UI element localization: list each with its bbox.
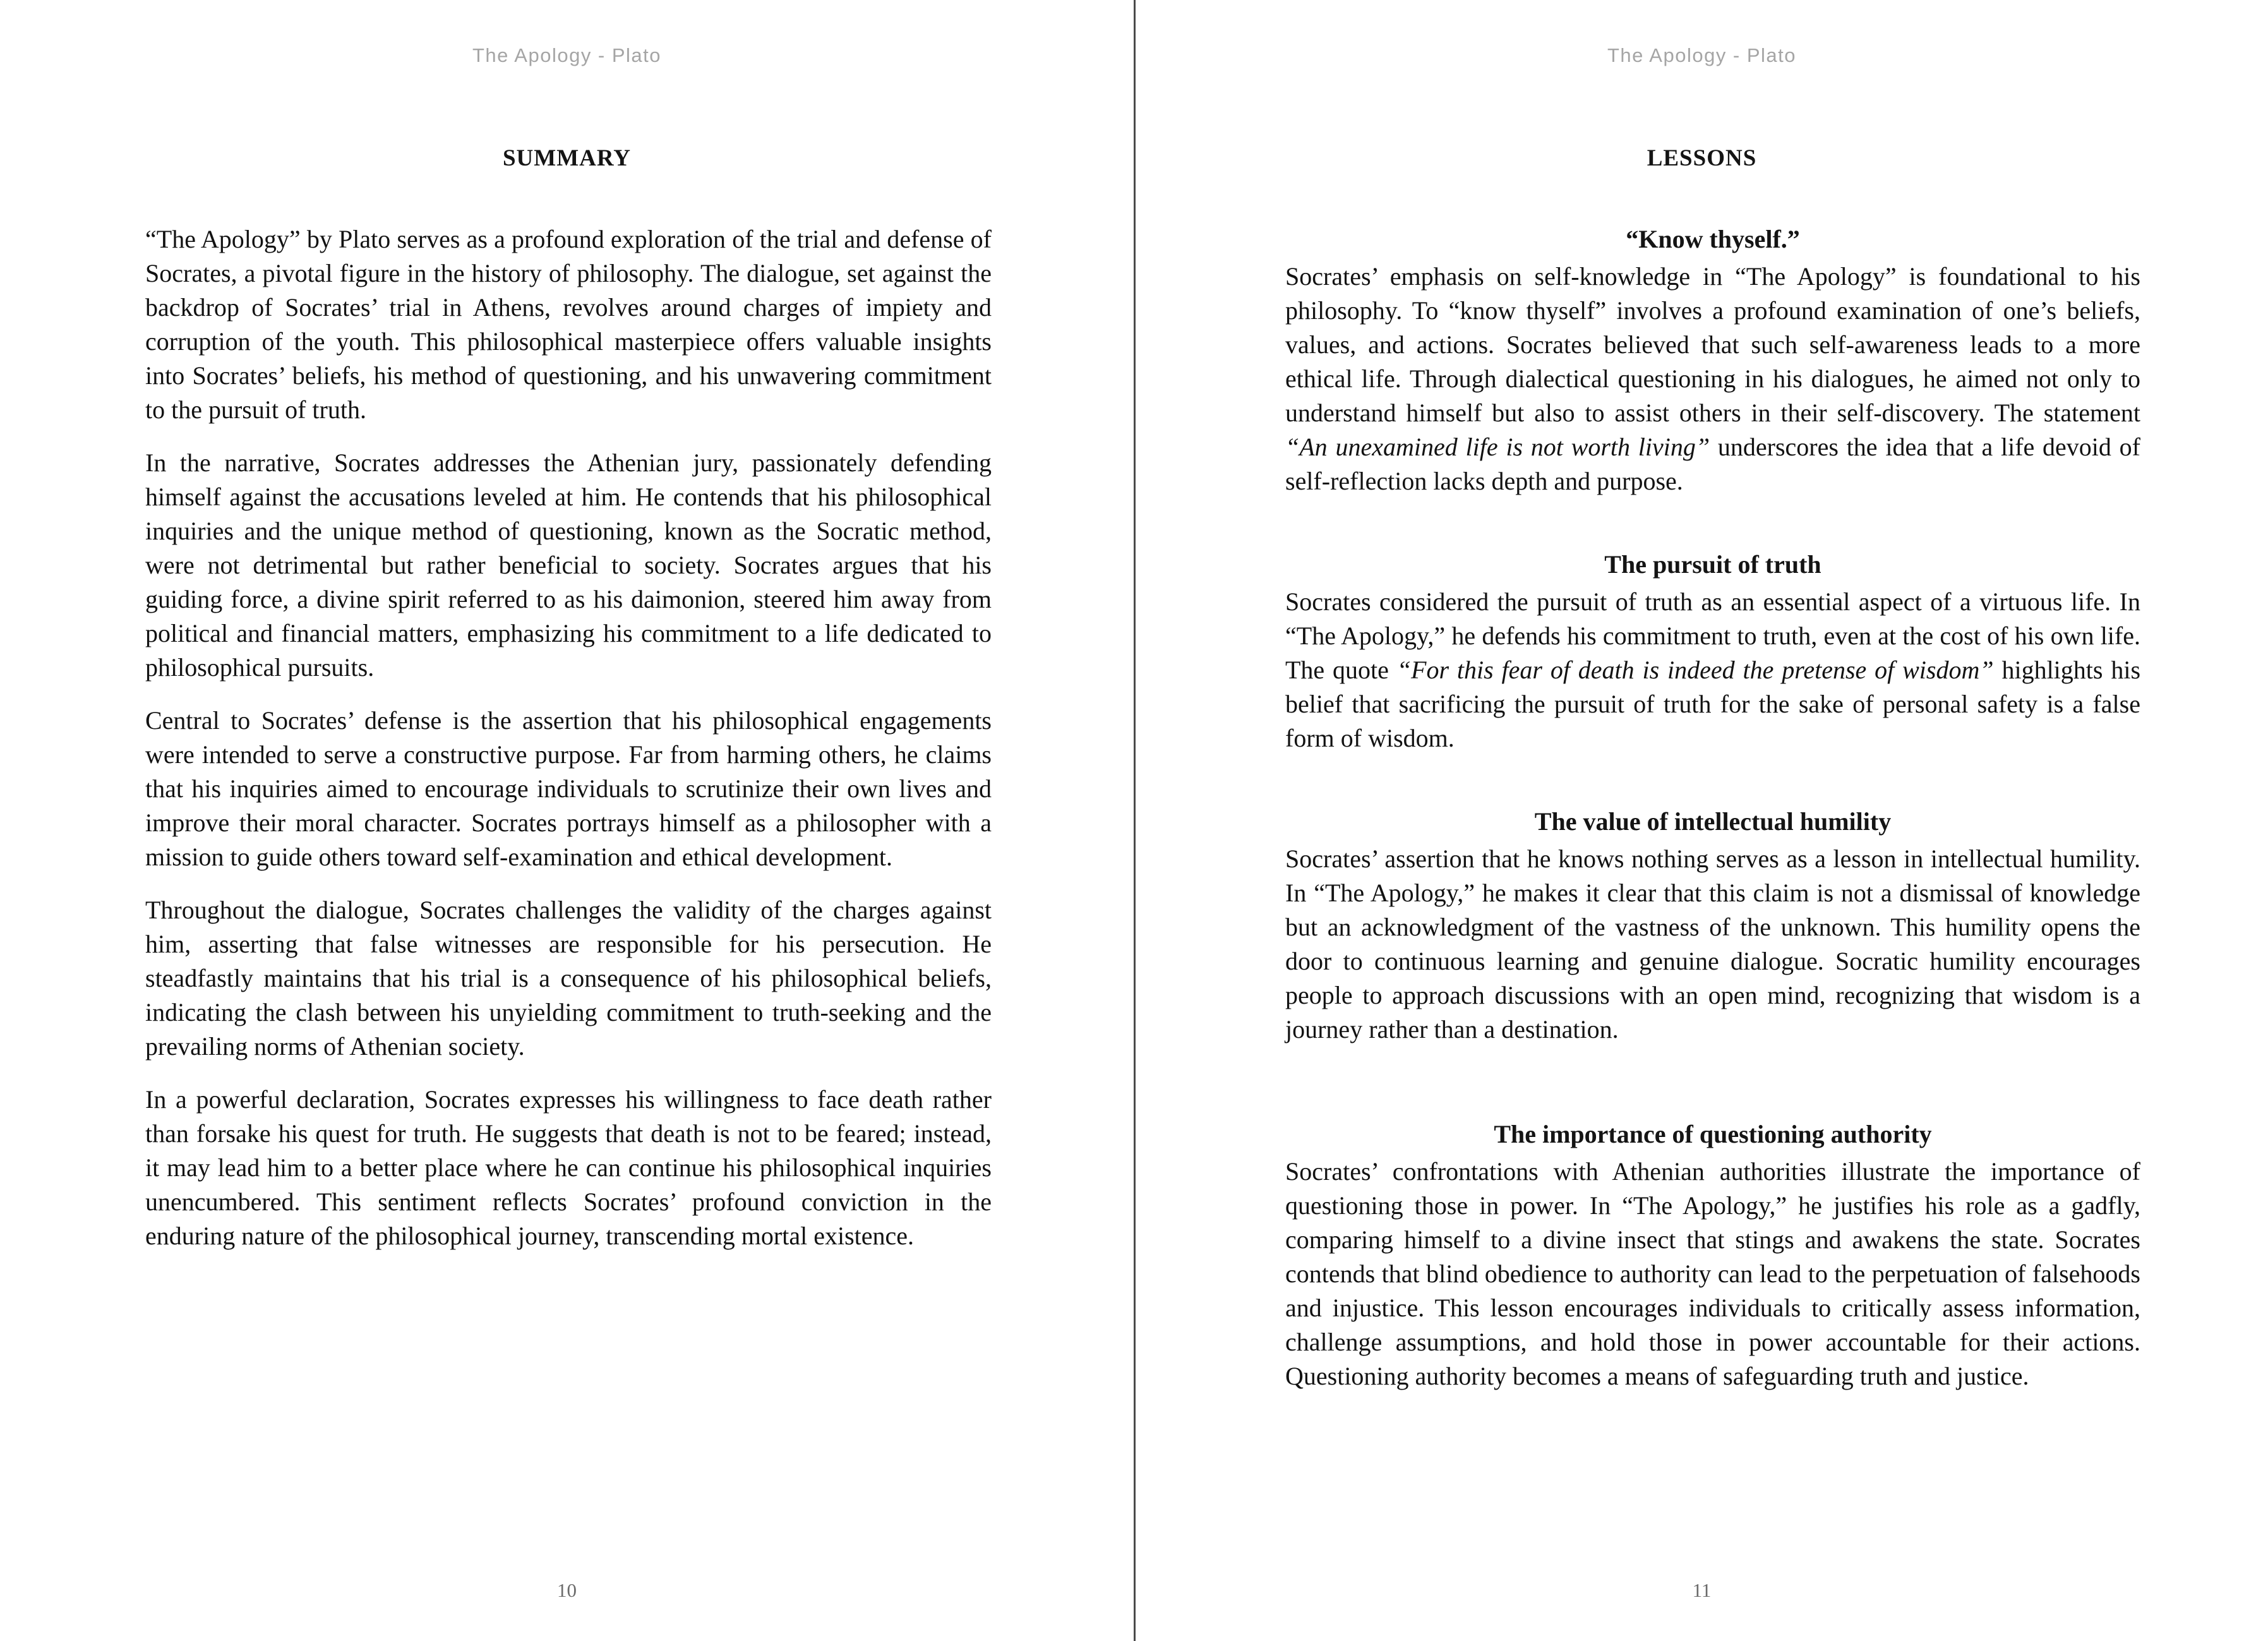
lesson-paragraph-intellectual-humility: Socrates’ assertion that he knows nothing serves as a lesson in intellectual humility. In “The Apology,” he makes it clear that this claim is not a dismissal of knowledge but an acknowledgment of the vastness of the unknown. This humility opens the door to continuous learning and genuine dialogue. Socratic humility encourages people to approach discussions with an open mind, recognizing that wisdom is a journey rather than a destination. xyxy=(1285,845,2140,1043)
lesson-section-intellectual-humility xyxy=(1285,805,2140,1047)
lesson-paragraph-questioning-authority: Socrates’ confrontations with Athenian authorities illustrate the importance of questioning those in power. In “The Apology,” he justifies his role as a gadfly, comparing himself to a divine insect that stings and awakens the state. Socrates contends that blind obedience to authority can lead to the perpetuation of falsehoods and injustice. This lesson encourages individuals to critically assess information, challenge assumptions, and hold those in power accountable for their actions. Questioning authority becomes a means of safeguarding truth and justice. xyxy=(1285,1157,2140,1390)
page-title-summary: SUMMARY xyxy=(502,145,631,171)
lesson-section-questioning-authority xyxy=(1285,1117,2140,1393)
lesson-heading-pursuit-of-truth: The pursuit of truth xyxy=(1604,550,1821,579)
lesson-heading-intellectual-humility: The value of intellectual humility xyxy=(1534,807,1892,836)
lesson-heading-know-thyself: “Know thyself.” xyxy=(1626,225,1800,253)
summary-paragraph-3: Central to Socrates’ defense is the assertion that his philosophical engagements were intended to serve a constructive purpose. Far from harming others, he claims that his inquiries aimed to encourage individuals to scrutinize their own lives and improve their moral character. Socrates portrays himself as a philosopher with a mission to guide others toward self-examination and ethical development. xyxy=(145,706,992,871)
summary-paragraph-2: In the narrative, Socrates addresses the Athenian jury, passionately defending himself against the accusations leveled at him. He contends that his philosophical inquiries and the unique method of questioning, known as the Socratic method, were not detrimental but rather beneficial to society. Socrates argues that his guiding force, a divine spirit referred to as his daimonion, steered him away from political and financial matters, emphasizing his commitment to a life dedicated to philosophical pursuits. xyxy=(145,448,992,682)
lesson-paragraph-pursuit-of-truth: Socrates considered the pursuit of truth as an essential aspect of a virtuous life. In “The Apology,” he defends his commitment to truth, even at the cost of his own life. The quote “For this fear of death is indeed the pretense of wisdom” highlights his belief that sacrificing the pursuit of truth for the sake of personal safety is a false form of wisdom. xyxy=(1285,587,2141,752)
summary-text-block xyxy=(145,222,992,1272)
page-number-right: 11 xyxy=(1692,1579,1712,1601)
page-title-lessons: LESSONS xyxy=(1647,145,1757,171)
page-right xyxy=(1136,0,2268,1641)
summary-paragraph-5: In a powerful declaration, Socrates expresses his willingness to face death rather than forsake his quest for truth. He suggests that death is not to be feared; instead, it may lead him to a better place where he can continue his philosophical inquiries unencumbered. This sentiment reflects Socrates’ profound conviction in the enduring nature of the philosophical journey, transcending mortal existence. xyxy=(145,1085,992,1250)
summary-paragraph-1: “The Apology” by Plato serves as a profound exploration of the trial and defense of Socrates, a pivotal figure in the history of philosophy. The dialogue, set against the backdrop of Socrates’ trial in Athens, revolves around charges of impiety and corruption of the youth. This philosophical masterpiece offers valuable insights into Socrates’ beliefs, his method of questioning, and his unwavering commitment to the pursuit of truth. xyxy=(145,225,992,424)
page-number-left: 10 xyxy=(557,1579,577,1601)
lesson-section-pursuit-of-truth xyxy=(1285,548,2140,755)
running-header-left: The Apology - Plato xyxy=(472,44,662,66)
running-header-right: The Apology - Plato xyxy=(1607,44,1797,66)
lesson-section-know-thyself xyxy=(1285,222,2140,498)
lesson-paragraph-know-thyself: Socrates’ emphasis on self-knowledge in “The Apology” is foundational to his philosophy. To “know thyself” involves a profound examination of one’s beliefs, values, and actions. Socrates believed that such self-awareness leads to a more ethical life. Through dialectical questioning in his dialogues, he aimed not only to understand himself but also to assist others in their self-discovery. The statement “An unexamined life is not worth living” underscores the idea that a life devoid of self-reflection lacks depth and purpose. xyxy=(1285,262,2140,495)
lessons-text-block xyxy=(1285,222,2140,1393)
lesson-heading-questioning-authority: The importance of questioning authority xyxy=(1494,1120,1932,1148)
summary-paragraph-4: Throughout the dialogue, Socrates challenges the validity of the charges against him, asserting that false witnesses are responsible for his persecution. He steadfastly maintains that his trial is a consequence of his philosophical beliefs, indicating the clash between his unyielding commitment to truth-seeking and the prevailing norms of Athenian society. xyxy=(145,896,992,1061)
